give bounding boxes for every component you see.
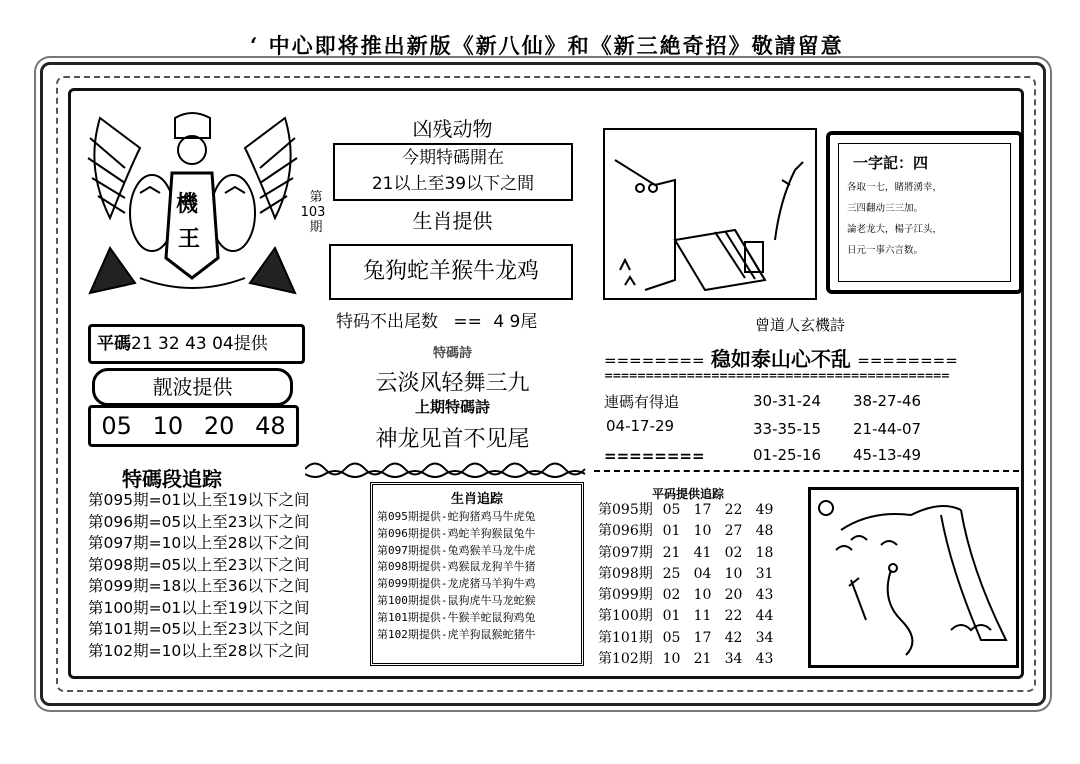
issue-label xyxy=(300,190,326,235)
pm-num: 31 xyxy=(755,565,774,582)
range-line-1: 今期特碼開在 xyxy=(402,148,504,168)
pm-num: 05 xyxy=(662,502,681,518)
tail-label: 特码不出尾数 xyxy=(336,312,438,332)
pm-num: 48 xyxy=(755,523,774,540)
cartoon-picture-1 xyxy=(603,128,817,300)
zodiac-list: 兔狗蛇羊猴牛龙鸡 xyxy=(362,259,539,284)
tema-track-row: 第101期=05以上至23以下之间 xyxy=(88,620,310,638)
pm-num: 34 xyxy=(724,651,743,668)
liangbo-number: 05 xyxy=(101,412,132,440)
pm-track-list xyxy=(598,500,780,670)
liangbo-number: 48 xyxy=(255,412,286,440)
sx-track-row: 第097期提供-兔鸡猴羊马龙牛虎 xyxy=(377,543,536,557)
zeng-eq-right: ======== xyxy=(857,351,958,370)
liangbo-number: 10 xyxy=(152,412,184,440)
character-poem-line: 各取一七，賭將湧幸， xyxy=(847,182,943,193)
logo-badge-top: 機 xyxy=(176,191,199,217)
cartoon-picture-2 xyxy=(808,487,1019,668)
center-title-2: 生肖提供 xyxy=(412,209,493,233)
liangbo-title-box xyxy=(92,368,293,406)
range-box xyxy=(333,143,573,201)
tema-track-row: 第095期=01以上至19以下之间 xyxy=(88,491,310,509)
zeng-eq-left: ======== xyxy=(604,351,705,370)
pm-num: 01 xyxy=(662,523,681,540)
pm-num: 41 xyxy=(693,544,712,561)
pm-row-label: 第100期 xyxy=(598,608,653,625)
pm-num: 10 xyxy=(693,587,712,604)
pm-num: 17 xyxy=(693,629,712,646)
tema-track-row: 第100期=01以上至19以下之间 xyxy=(88,598,310,617)
pingma-box xyxy=(88,324,305,364)
pm-track-row xyxy=(598,585,780,606)
pm-track-row xyxy=(598,564,780,585)
pm-num: 17 xyxy=(693,502,712,518)
pm-track-row xyxy=(598,500,780,521)
lian-group: 01-25-16 xyxy=(753,446,822,464)
pingma-suffix: 提供 xyxy=(233,334,268,354)
tail-eq: == xyxy=(453,312,482,332)
pm-num: 01 xyxy=(662,608,681,625)
prev-poem-text: 神龙见首不见尾 xyxy=(375,427,530,452)
cartoon-tree-snake-icon xyxy=(811,490,1016,665)
pm-num: 10 xyxy=(662,651,681,668)
lian-group: 04-17-29 xyxy=(606,417,675,435)
prev-poem-label: 上期特碼詩 xyxy=(414,398,490,416)
sx-track-row: 第099期提供-龙虎猪马羊狗牛鸡 xyxy=(377,577,536,591)
pm-num: 10 xyxy=(693,523,712,540)
sx-track-box xyxy=(370,482,584,666)
issue-prefix: 第 xyxy=(309,190,323,205)
zeng-eqline: ========================================== xyxy=(604,369,950,382)
pm-num: 02 xyxy=(724,544,743,561)
pm-track-row xyxy=(598,543,780,564)
pm-num: 25 xyxy=(662,565,681,582)
tema-track-list xyxy=(88,490,310,662)
character-poem-line: 三四翻动三三加。 xyxy=(847,203,924,214)
liangbo-title: 靓波提供 xyxy=(152,375,233,399)
tail-line xyxy=(336,307,537,332)
sx-track-title: 生肖追踪 xyxy=(450,492,503,507)
pm-row-label: 第097期 xyxy=(598,544,653,561)
lian-label: 連碼有得追 xyxy=(604,393,680,411)
pm-num: 10 xyxy=(724,565,743,582)
pm-num: 05 xyxy=(662,629,681,646)
pm-track-title: 平码提供追踪 xyxy=(651,487,724,501)
pm-num: 22 xyxy=(724,608,743,625)
ornament-divider-icon xyxy=(305,458,590,480)
zodiac-box xyxy=(329,244,573,300)
zeng-line: 稳如泰山心不乱 xyxy=(710,347,851,371)
pm-num: 21 xyxy=(693,651,712,668)
poem-label: 特碼詩 xyxy=(432,346,472,361)
character-poem-box xyxy=(826,131,1023,294)
pm-num: 34 xyxy=(755,629,774,646)
pm-num: 27 xyxy=(724,523,743,540)
pm-num: 43 xyxy=(755,651,774,668)
liangbo-numbers xyxy=(88,405,299,447)
character-poem-line: 日元一事六言数。 xyxy=(847,245,924,256)
tema-track-title: 特碼段追踪 xyxy=(122,467,222,491)
range-line-2: 21以上至39以下之間 xyxy=(371,174,535,194)
pm-track-row xyxy=(598,649,780,670)
sx-track-row: 第101期提供-牛猴羊蛇鼠狗鸡兔 xyxy=(377,610,536,624)
sx-track-row: 第098期提供-鸡猴鼠龙狗羊牛猪 xyxy=(377,560,536,574)
pm-num: 49 xyxy=(755,502,774,518)
tail-value: 4 9尾 xyxy=(493,312,538,332)
pm-row-label: 第098期 xyxy=(598,565,653,582)
pm-row-label: 第096期 xyxy=(598,523,653,540)
top-banner: ‘ 中心即将推出新版《新八仙》和《新三絶奇招》敬請留意 xyxy=(250,33,844,58)
section-divider xyxy=(594,470,1019,472)
pm-num: 44 xyxy=(755,608,774,625)
sx-track-row: 第095期提供-蛇狗猪鸡马牛虎兔 xyxy=(377,510,536,523)
tema-track-row: 第102期=10以上至28以下之间 xyxy=(88,641,310,660)
lian-group: 21-44-07 xyxy=(853,420,922,438)
lian-eq: ======== xyxy=(604,447,705,465)
tema-track-row: 第099期=18以上至36以下之间 xyxy=(88,577,310,595)
pm-num: 11 xyxy=(693,608,712,625)
pm-num: 20 xyxy=(724,587,743,604)
liangbo-number: 20 xyxy=(203,412,235,440)
issue-number: 103 xyxy=(300,205,326,220)
pm-num: 22 xyxy=(724,502,743,518)
pm-num: 43 xyxy=(755,587,774,604)
pingma-label: 平碼 xyxy=(97,334,131,354)
pm-track-row xyxy=(598,521,780,542)
character-poem-line: 論老龙大，楊子江头， xyxy=(847,224,943,235)
pm-track-row xyxy=(598,628,780,649)
zeng-title: 曾道人玄機詩 xyxy=(754,316,845,334)
lian-group: 30-31-24 xyxy=(753,392,822,410)
poem-text: 云淡风轻舞三九 xyxy=(375,371,530,396)
issue-suffix: 期 xyxy=(309,220,323,235)
sx-track-row: 第100期提供-鼠狗虎牛马龙蛇猴 xyxy=(377,593,536,607)
lian-group: 45-13-49 xyxy=(853,446,922,464)
sx-track-row: 第096期提供-鸡蛇羊狗猴鼠兔牛 xyxy=(377,526,536,540)
tema-track-row: 第096期=05以上至23以下之间 xyxy=(88,512,310,531)
lian-group: 38-27-46 xyxy=(853,392,922,410)
center-title-1: 凶残动物 xyxy=(412,117,493,141)
tema-track-row: 第097期=10以上至28以下之间 xyxy=(88,534,310,552)
pm-num: 04 xyxy=(693,565,712,582)
zeng-line-row xyxy=(604,343,958,372)
lian-group: 33-35-15 xyxy=(753,420,822,438)
tema-track-row: 第098期=05以上至23以下之间 xyxy=(88,555,310,574)
pm-row-label: 第102期 xyxy=(598,651,653,668)
pm-row-label: 第101期 xyxy=(598,629,653,646)
pm-row-label: 第099期 xyxy=(598,587,653,604)
pm-row-label: 第095期 xyxy=(598,502,653,518)
pm-num: 42 xyxy=(724,629,743,646)
character-poem-title: 一字記：四 xyxy=(853,154,929,172)
pingma-values: 21 32 43 04 xyxy=(131,334,234,354)
pm-num: 21 xyxy=(662,544,681,561)
pm-track-row xyxy=(598,606,780,627)
logo-badge-bottom: 王 xyxy=(178,226,201,252)
sx-track-row: 第102期提供-虎羊狗鼠猴蛇猪牛 xyxy=(377,627,536,641)
cartoon-scene-icon xyxy=(605,130,815,298)
pm-num: 18 xyxy=(755,544,774,561)
pm-num: 02 xyxy=(662,587,681,604)
